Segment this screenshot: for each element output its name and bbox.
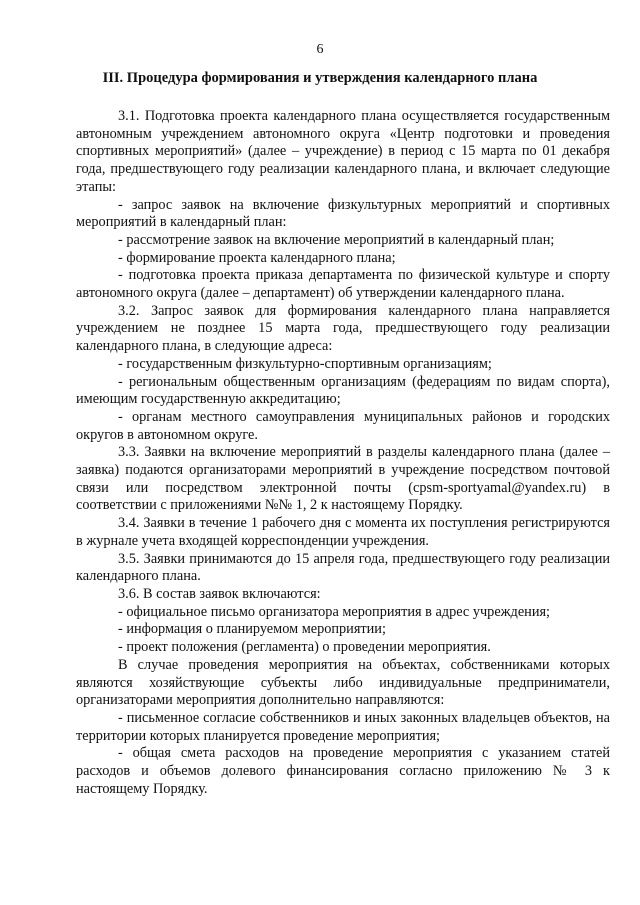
list-item: - запрос заявок на включение физкультурных мероприятий и спортивных мероприятий в календарный план: — [76, 196, 610, 231]
paragraph-3-4: 3.4. Заявки в течение 1 рабочего дня с момента их поступления регистрируются в журнале учета входящей корреспонденции учреждения. — [76, 515, 610, 549]
list-item: - формирование проекта календарного плана; — [118, 249, 396, 266]
paragraph-3-5: 3.5. Заявки принимаются до 15 апреля года, предшествующего году реализации календарного плана. — [76, 550, 610, 585]
list-item: - общая смета расходов на проведение мероприятия с указанием статей расходов и объемов долевого финансирования согласно приложению № 3 к настоящему Порядку. — [76, 745, 610, 797]
list-item: - органам местного самоуправления муниципальных районов и городских округов в автономном округе. — [76, 408, 610, 443]
section-heading: III. Процедура формирования и утверждения календарного плана — [102, 70, 538, 86]
document-body — [76, 108, 610, 798]
list-item: - государственным физкультурно-спортивным организациям; — [118, 355, 492, 372]
paragraph-additional: В случае проведения мероприятия на объектах, собственниками которых являются хозяйствующие субъекты либо индивидуальные предприниматели, организаторами мероприятия дополнительно направляются: — [76, 656, 610, 709]
list-item: - информация о планируемом мероприятии; — [118, 621, 386, 638]
list-item: - рассмотрение заявок на включение мероприятий в календарный план; — [118, 231, 555, 248]
list-item: - подготовка проекта приказа департамента по физической культуре и спорту автономного округа (далее – департамент) об утверждении календарного плана. — [76, 267, 610, 302]
list-item: - проект положения (регламента) о проведении мероприятия. — [118, 639, 491, 656]
list-item: - официальное письмо организатора мероприятия в адрес учреждения; — [118, 603, 551, 620]
paragraph-3-6: 3.6. В состав заявок включаются: — [118, 585, 321, 602]
paragraph-3-3: 3.3. Заявки на включение мероприятий в разделы календарного плана (далее – заявка) подаются организаторами мероприятий в учреждение посредством почтовой связи или посредством электронной почты (cpsm-sportyamal@yandex.ru) в соответствии с приложениями №№ 1, 2 к настоящему Порядку. — [76, 444, 610, 514]
list-item: - письменное согласие собственников и иных законных владельцев объектов, на территории которых планируется проведение мероприятия; — [76, 709, 610, 744]
page-number: 6 — [316, 42, 324, 57]
paragraph-3-2: 3.2. Запрос заявок для формирования календарного плана направляется учреждением не позднее 15 марта года, предшествующего году реализации календарного плана, в следующие адреса: — [76, 302, 610, 355]
list-item: - региональным общественным организациям (федерациям по видам спорта), имеющим государственную аккредитацию; — [76, 373, 610, 408]
paragraph-3-1: 3.1. Подготовка проекта календарного плана осуществляется государственным автономным учреждением автономного округа «Центр подготовки и проведения спортивных мероприятий» (далее – учреждение) в период с 15 марта по 01 декабря года, предшествующего году реализации календарного плана, и включает следующие этапы: — [76, 108, 610, 195]
